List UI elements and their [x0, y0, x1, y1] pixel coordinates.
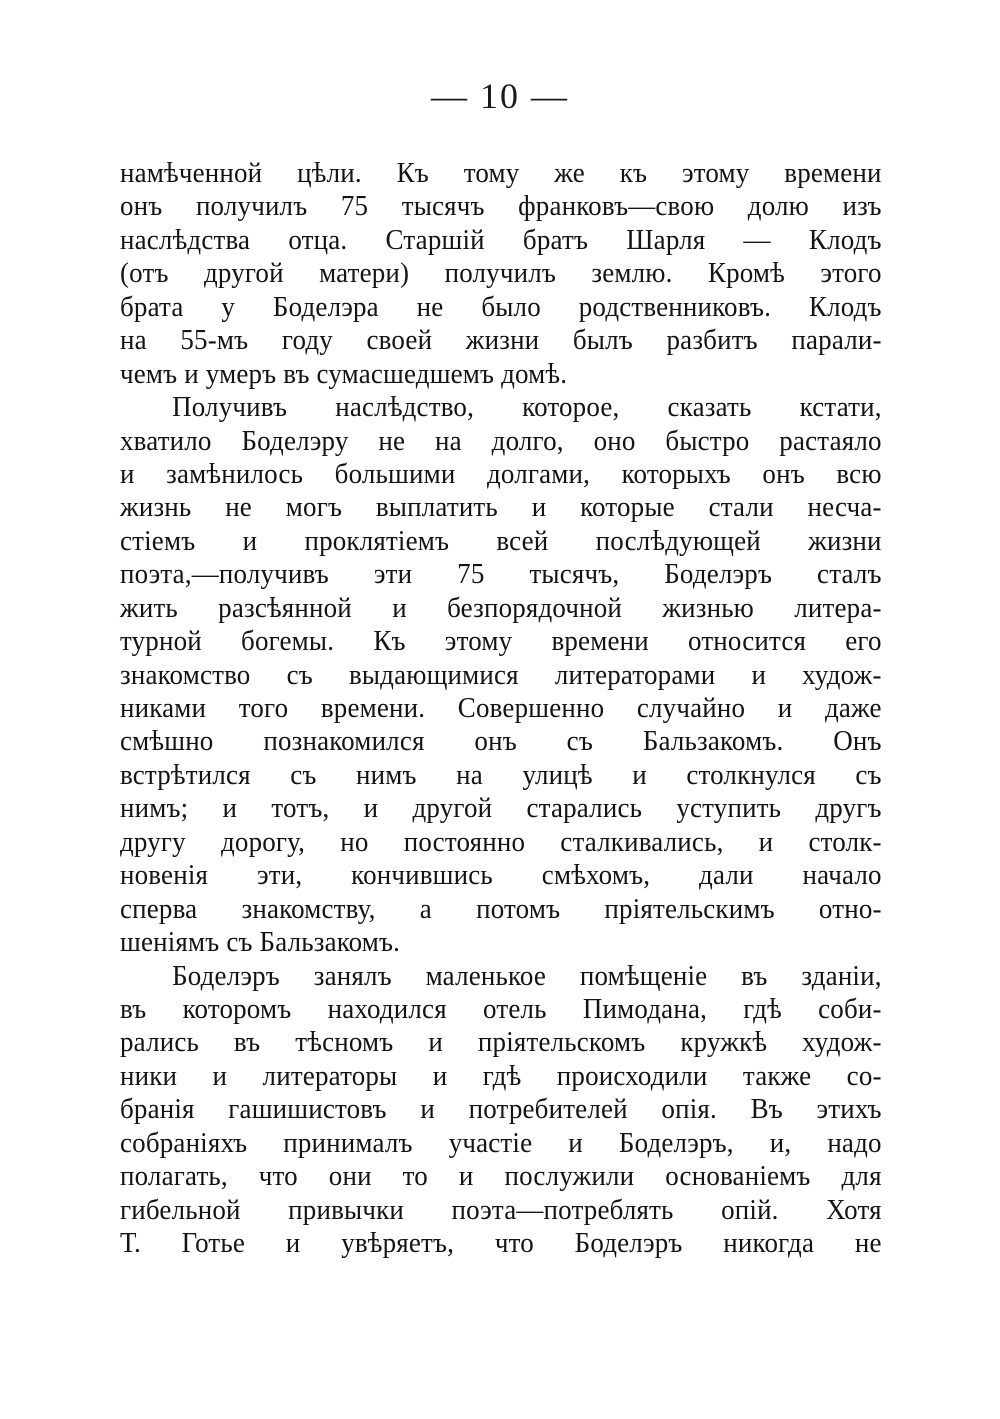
text-line: никами того времени. Совершенно случайно и даже	[120, 692, 882, 724]
text-line: смѣшно познакомился онъ съ Бальзакомъ. Онъ	[120, 725, 882, 758]
text-line: чемъ и умеръ въ сумасшедшемъ домѣ.	[120, 357, 568, 390]
text-line: бранія гашишистовъ и потребителей опія. Въ этихъ	[120, 1093, 882, 1126]
text-line: въ которомъ находился отель Пимодана, гдѣ соби-	[120, 992, 882, 1025]
paragraph	[120, 391, 882, 959]
text-line: Т. Готье и увѣряетъ, что Боделэръ никогда не	[120, 1227, 882, 1259]
text-line: жизнь не могъ выплатить и которые стали несча-	[120, 491, 882, 524]
text-line: гибельной привычки поэта—потреблять опій. Хотя	[120, 1193, 882, 1226]
text-line: нимъ; и тотъ, и другой старались уступить другъ	[120, 792, 882, 825]
text-line: Получивъ наслѣдство, которое, сказать кстати,	[172, 391, 882, 424]
text-line: полагать, что они то и послужили основаніемъ для	[120, 1160, 882, 1193]
text-line: онъ получилъ 75 тысячъ франковъ—свою долю изъ	[120, 190, 882, 223]
text-line: хватило Боделэру не на долго, оно быстро растаяло	[120, 424, 882, 457]
text-line: (отъ другой матери) получилъ землю. Кромѣ этого	[120, 257, 882, 290]
text-line: поэта,—получивъ эти 75 тысячъ, Боделэръ сталъ	[120, 558, 882, 591]
text-line: Боделэръ занялъ маленькое помѣщеніе въ зданіи,	[172, 959, 882, 992]
text-line: на 55-мъ году своей жизни былъ разбитъ парали-	[120, 324, 882, 357]
text-line: встрѣтился съ нимъ на улицѣ и столкнулся съ	[120, 758, 882, 791]
text-line: намѣченной цѣли. Къ тому же къ этому времени	[120, 157, 882, 189]
body-text	[120, 157, 882, 1260]
text-line: сперва знакомству, а потомъ пріятельскимъ отно-	[120, 892, 882, 925]
text-line: собраніяхъ принималъ участіе и Боделэръ, и, надо	[120, 1126, 882, 1159]
text-line: брата у Боделэра не было родственниковъ. Клодъ	[120, 290, 882, 323]
text-line: наслѣдства отца. Старшій братъ Шарля — Клодъ	[120, 223, 882, 256]
text-line: жить разсѣянной и безпорядочной жизнью литера-	[120, 591, 882, 624]
text-line: новенія эти, кончившись смѣхомъ, дали начало	[120, 859, 882, 892]
paragraph	[120, 960, 882, 1261]
text-line: знакомство съ выдающимися литераторами и худож-	[120, 658, 882, 691]
text-line: рались въ тѣсномъ и пріятельскомъ кружкѣ худож-	[120, 1026, 882, 1059]
page-number: — 10 —	[431, 76, 569, 116]
text-line: ники и литераторы и гдѣ происходили также со-	[120, 1059, 882, 1092]
text-line: и замѣнилось большими долгами, которыхъ онъ всю	[120, 457, 882, 490]
text-line: шеніямъ съ Бальзакомъ.	[120, 926, 401, 959]
text-line: турной богемы. Къ этому времени относится его	[120, 625, 882, 658]
text-line: стіемъ и проклятіемъ всей послѣдующей жизни	[120, 524, 882, 557]
text-line: другу дорогу, но постоянно сталкивались, и столк-	[120, 825, 882, 858]
paragraph	[120, 157, 882, 391]
